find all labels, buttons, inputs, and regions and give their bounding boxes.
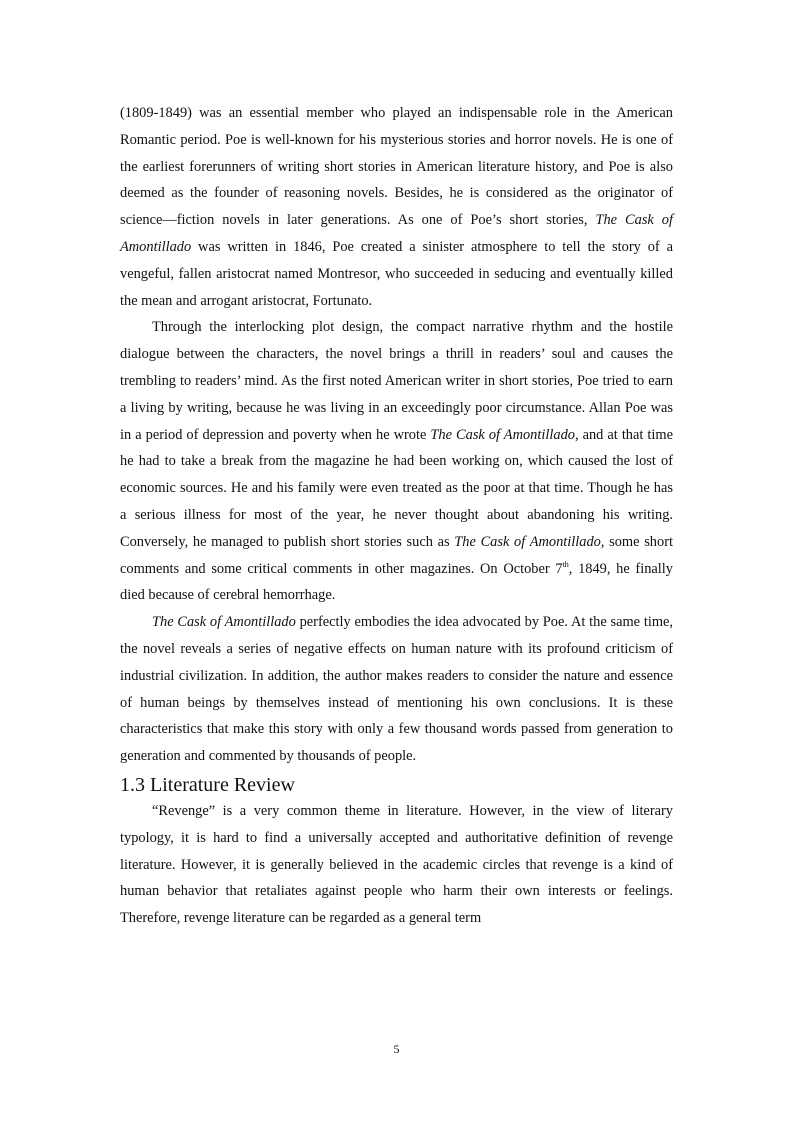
paragraph-poe-intro	[120, 100, 673, 314]
book-title: The Cask of Amontillado	[454, 533, 601, 550]
paragraph-story-significance	[120, 609, 673, 770]
page-number: 5	[393, 1042, 400, 1056]
paragraph-text: , some short comments and some critical comments in other magazines. On October 7	[120, 533, 673, 577]
paragraph-text: Through the interlocking plot design, the compact narrative rhythm and the hostile dialogue between the characters, the novel brings a thrill in readers’ soul and causes the trembling to readers’ mind. As the first noted American writer in short stories, Poe tried to earn a living by writing, because he was living in an exceedingly poor circumstance. Allan Poe was in a period of depression and poverty when he wrote	[120, 319, 673, 443]
ordinal-suffix: th	[562, 559, 569, 569]
book-title: The Cask of Amontillado	[430, 426, 575, 443]
paragraph-text: was written in 1846, Poe created a sinister atmosphere to tell the story of a vengeful, fallen aristocrat named Montresor, who succeeded in seducing and eventually killed the mean and arrogant aristocrat, Fortunato.	[120, 238, 673, 309]
book-title: The Cask of Amontillado	[120, 212, 673, 255]
paragraph-poe-life	[120, 314, 673, 609]
section-heading: 1.3 Literature Review	[120, 773, 295, 796]
paragraph-literature-review: “Revenge” is a very common theme in literature. However, in the view of literary typology, it is hard to find a universally accepted and authoritative definition of revenge literature. However, it is generally believed in the academic circles that revenge is a kind of human behavior that retaliates against people who harm their own interests or feelings. Therefore, revenge literature can be regarded as a general term	[120, 802, 673, 927]
document-page	[120, 100, 673, 932]
paragraph-text: perfectly embodies the idea advocated by Poe. At the same time, the novel reveals a series of negative effects on human nature with its profound criticism of industrial civilization. In addition, the author makes readers to consider the nature and essence of human beings by themselves instead of mentioning his own conclusions. It is these characteristics that make this story with only a few thousand words passed from generation to generation and commented by thousands of people.	[120, 614, 674, 765]
paragraph-text: , and at that time he had to take a break from the magazine he had been working on, which caused the lost of economic sources. He and his family were even treated as the poor at that time. Though he has a serious illness for most of the year, he never thought about abandoning his writing. Conversely, he managed to publish short stories such as	[120, 426, 673, 550]
book-title: The Cask of Amontillado	[152, 614, 296, 631]
paragraph-text: (1809-1849) was an essential member who played an indispensable role in the American Romantic period. Poe is well-known for his mysterious stories and horror novels. He is one of the earliest forerunners of writing short stories in American literature history, and Poe is also deemed as the founder of reasoning novels. Besides, he is considered as the originator of science—fiction novels in later generations. As one of Poe’s short stories,	[120, 105, 673, 229]
paragraph-text: , 1849, he finally died because of cerebral hemorrhage.	[120, 560, 673, 604]
